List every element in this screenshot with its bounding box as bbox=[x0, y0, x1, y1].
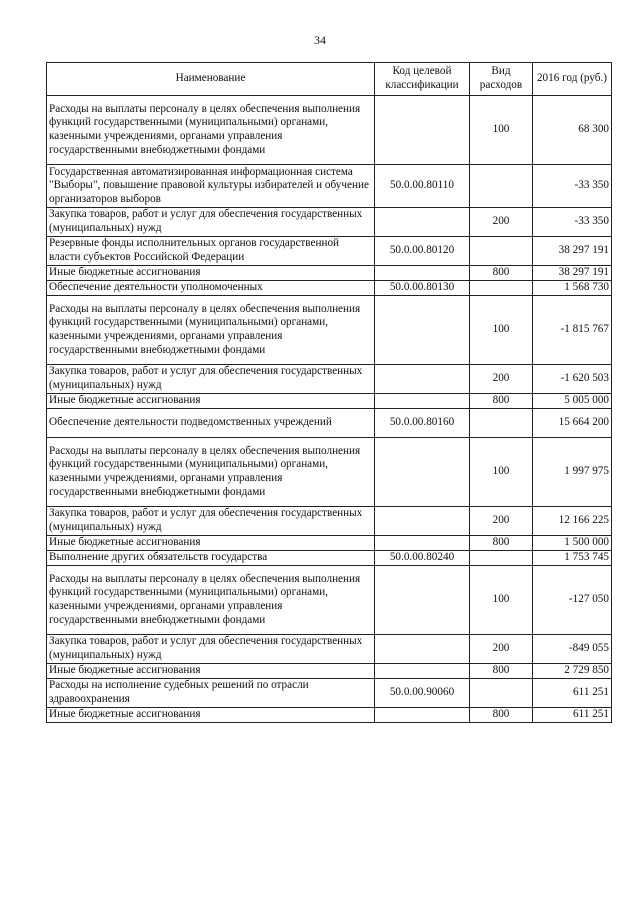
table-row bbox=[47, 536, 612, 551]
row-amount: -33 350 bbox=[533, 208, 612, 237]
row-kind bbox=[470, 165, 533, 208]
table-row bbox=[47, 664, 612, 679]
row-name: Закупка товаров, работ и услуг для обеспечения государственных (муниципальных) нужд bbox=[47, 635, 375, 664]
row-name: Закупка товаров, работ и услуг для обеспечения государственных (муниципальных) нужд bbox=[47, 507, 375, 536]
row-code bbox=[375, 296, 470, 365]
row-name: Расходы на выплаты персоналу в целях обеспечения выполнения функций государственными (муниципальными) органами, казенными учреждениями, органами управления государственными внебюджетными фондами bbox=[47, 296, 375, 365]
row-code bbox=[375, 208, 470, 237]
row-code bbox=[375, 664, 470, 679]
row-name: Государственная автоматизированная информационная система "Выборы", повышение правовой культуры избирателей и обучение организаторов выборов bbox=[47, 165, 375, 208]
row-kind bbox=[470, 281, 533, 296]
row-code bbox=[375, 394, 470, 409]
row-name: Иные бюджетные ассигнования bbox=[47, 664, 375, 679]
row-code bbox=[375, 566, 470, 635]
row-name: Резервные фонды исполнительных органов государственной власти субъектов Российской Федерации bbox=[47, 237, 375, 266]
row-code bbox=[375, 536, 470, 551]
row-kind: 800 bbox=[470, 664, 533, 679]
row-kind bbox=[470, 409, 533, 438]
row-kind bbox=[470, 551, 533, 566]
row-amount: 5 005 000 bbox=[533, 394, 612, 409]
page-number: 34 bbox=[314, 33, 326, 47]
row-name: Иные бюджетные ассигнования bbox=[47, 708, 375, 723]
row-name: Расходы на исполнение судебных решений по отрасли здравоохранения bbox=[47, 679, 375, 708]
table-row bbox=[47, 96, 612, 165]
row-code: 50.0.00.80240 bbox=[375, 551, 470, 566]
row-amount: 15 664 200 bbox=[533, 409, 612, 438]
table-row bbox=[47, 281, 612, 296]
row-kind: 100 bbox=[470, 96, 533, 165]
table-row bbox=[47, 551, 612, 566]
row-amount: 12 166 225 bbox=[533, 507, 612, 536]
table-row bbox=[47, 296, 612, 365]
row-amount: 1 500 000 bbox=[533, 536, 612, 551]
row-amount: -1 815 767 bbox=[533, 296, 612, 365]
table-row bbox=[47, 365, 612, 394]
row-kind: 800 bbox=[470, 536, 533, 551]
table-row bbox=[47, 394, 612, 409]
row-name: Иные бюджетные ассигнования bbox=[47, 266, 375, 281]
table-row bbox=[47, 165, 612, 208]
row-name: Расходы на выплаты персоналу в целях обеспечения выполнения функций государственными (муниципальными) органами, казенными учреждениями, органами управления государственными внебюджетными фондами bbox=[47, 96, 375, 165]
row-amount: -849 055 bbox=[533, 635, 612, 664]
row-kind: 800 bbox=[470, 394, 533, 409]
row-code bbox=[375, 365, 470, 394]
row-name: Расходы на выплаты персоналу в целях обеспечения выполнения функций государственными (муниципальными) органами, казенными учреждениями, органами управления государственными внебюджетными фондами bbox=[47, 438, 375, 507]
budget-table bbox=[46, 62, 612, 723]
table-row bbox=[47, 266, 612, 281]
row-amount: 1 997 975 bbox=[533, 438, 612, 507]
row-kind: 200 bbox=[470, 635, 533, 664]
table-row bbox=[47, 208, 612, 237]
row-kind: 100 bbox=[470, 296, 533, 365]
row-kind: 200 bbox=[470, 365, 533, 394]
row-kind: 100 bbox=[470, 438, 533, 507]
table-row bbox=[47, 635, 612, 664]
row-code bbox=[375, 438, 470, 507]
row-name: Иные бюджетные ассигнования bbox=[47, 394, 375, 409]
row-kind: 800 bbox=[470, 708, 533, 723]
row-kind bbox=[470, 679, 533, 708]
row-code bbox=[375, 96, 470, 165]
row-kind: 200 bbox=[470, 208, 533, 237]
row-kind: 100 bbox=[470, 566, 533, 635]
table-row bbox=[47, 679, 612, 708]
row-amount: 38 297 191 bbox=[533, 266, 612, 281]
table-row bbox=[47, 566, 612, 635]
table-row bbox=[47, 438, 612, 507]
row-name: Расходы на выплаты персоналу в целях обеспечения выполнения функций государственными (муниципальными) органами, казенными учреждениями, органами управления государственными внебюджетными фондами bbox=[47, 566, 375, 635]
table-row bbox=[47, 507, 612, 536]
header-amount: 2016 год (руб.) bbox=[533, 63, 612, 96]
row-code bbox=[375, 507, 470, 536]
row-kind: 200 bbox=[470, 507, 533, 536]
row-amount: 38 297 191 bbox=[533, 237, 612, 266]
row-kind bbox=[470, 237, 533, 266]
row-code: 50.0.00.80160 bbox=[375, 409, 470, 438]
row-name: Закупка товаров, работ и услуг для обеспечения государственных (муниципальных) нужд bbox=[47, 208, 375, 237]
row-name: Закупка товаров, работ и услуг для обеспечения государственных (муниципальных) нужд bbox=[47, 365, 375, 394]
row-kind: 800 bbox=[470, 266, 533, 281]
row-amount: 68 300 bbox=[533, 96, 612, 165]
row-code bbox=[375, 635, 470, 664]
row-code bbox=[375, 266, 470, 281]
row-amount: -33 350 bbox=[533, 165, 612, 208]
row-name: Обеспечение деятельности уполномоченных bbox=[47, 281, 375, 296]
header-name: Наименование bbox=[47, 63, 375, 96]
row-amount: -127 050 bbox=[533, 566, 612, 635]
row-code bbox=[375, 708, 470, 723]
table-row bbox=[47, 237, 612, 266]
row-amount: 611 251 bbox=[533, 679, 612, 708]
table-row bbox=[47, 409, 612, 438]
row-amount: 2 729 850 bbox=[533, 664, 612, 679]
row-code: 50.0.00.80130 bbox=[375, 281, 470, 296]
row-amount: 611 251 bbox=[533, 708, 612, 723]
row-amount: -1 620 503 bbox=[533, 365, 612, 394]
row-code: 50.0.00.90060 bbox=[375, 679, 470, 708]
row-amount: 1 568 730 bbox=[533, 281, 612, 296]
row-name: Выполнение других обязательств государства bbox=[47, 551, 375, 566]
header-code: Код целевой классификации bbox=[375, 63, 470, 96]
row-code: 50.0.00.80110 bbox=[375, 165, 470, 208]
row-amount: 1 753 745 bbox=[533, 551, 612, 566]
row-name: Обеспечение деятельности подведомственных учреждений bbox=[47, 409, 375, 438]
table-header-row bbox=[47, 63, 612, 96]
header-kind: Вид расходов bbox=[470, 63, 533, 96]
table-row bbox=[47, 708, 612, 723]
row-name: Иные бюджетные ассигнования bbox=[47, 536, 375, 551]
row-code: 50.0.00.80120 bbox=[375, 237, 470, 266]
